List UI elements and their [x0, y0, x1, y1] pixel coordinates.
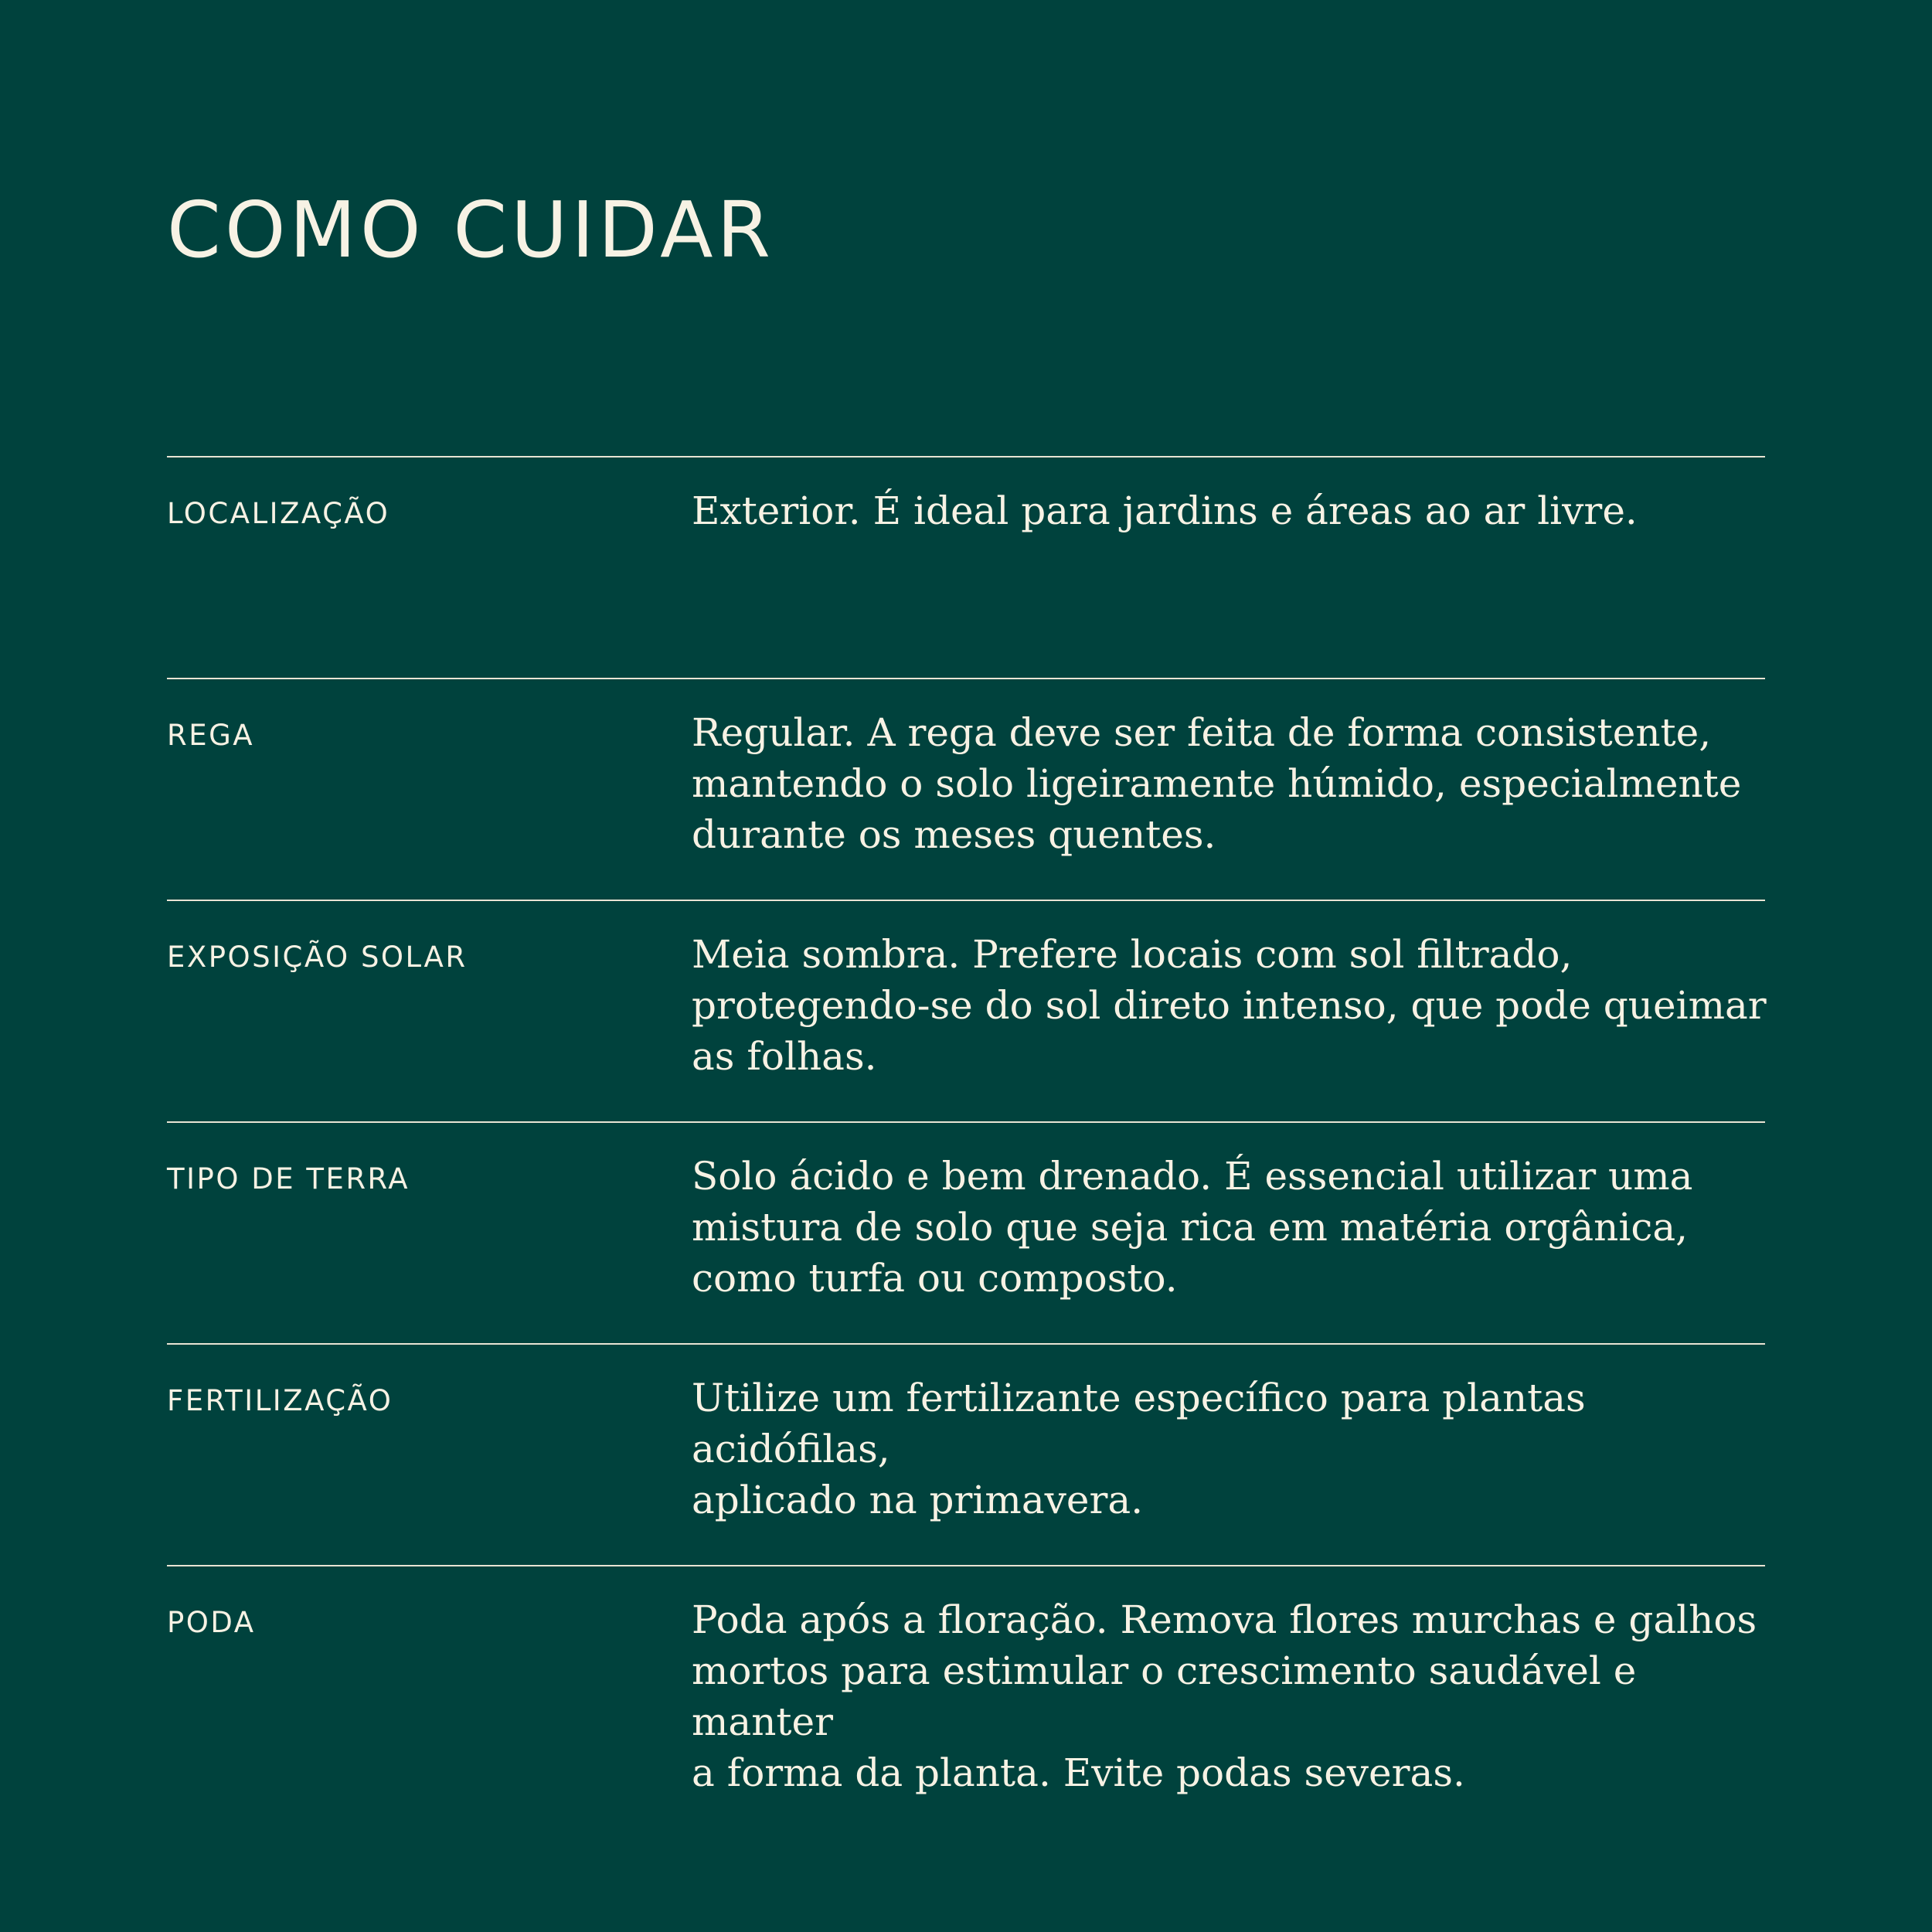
care-row-exposicao-solar — [167, 900, 1765, 1121]
care-label: TIPO DE TERRA — [167, 1162, 410, 1196]
care-value: Solo ácido e bem drenado. É essencial utilizar uma mistura de solo que seja rica em matéria orgânica, como turfa ou composto. — [692, 1154, 1693, 1301]
care-label: REGA — [167, 719, 255, 752]
care-table — [167, 456, 1767, 1795]
care-label: FERTILIZAÇÃO — [167, 1384, 393, 1417]
care-row-rega — [167, 678, 1765, 900]
care-value: Meia sombra. Prefere locais com sol filtrado, protegendo-se do sol direto intenso, que pode queimar as folhas. — [692, 932, 1767, 1079]
care-row-fertilizacao — [167, 1343, 1765, 1565]
care-row-localizacao — [167, 456, 1765, 678]
page-title: COMO CUIDAR — [167, 185, 774, 275]
care-row-poda — [167, 1565, 1765, 1795]
care-value: Exterior. É ideal para jardins e áreas ao ar livre. — [692, 488, 1638, 533]
care-value: Utilize um fertilizante específico para plantas acidófilas, aplicado na primavera. — [692, 1376, 1586, 1522]
care-label: LOCALIZAÇÃO — [167, 497, 390, 530]
care-label: EXPOSIÇÃO SOLAR — [167, 940, 468, 974]
care-label: PODA — [167, 1606, 256, 1639]
care-row-tipo-de-terra — [167, 1121, 1765, 1343]
care-value: Poda após a floração. Remova flores murchas e galhos mortos para estimular o crescimento saudável e manter a forma da planta. Evite podas severas. — [692, 1597, 1757, 1795]
care-value: Regular. A rega deve ser feita de forma consistente, mantendo o solo ligeiramente húmido, especialmente durante os meses quentes. — [692, 710, 1742, 857]
